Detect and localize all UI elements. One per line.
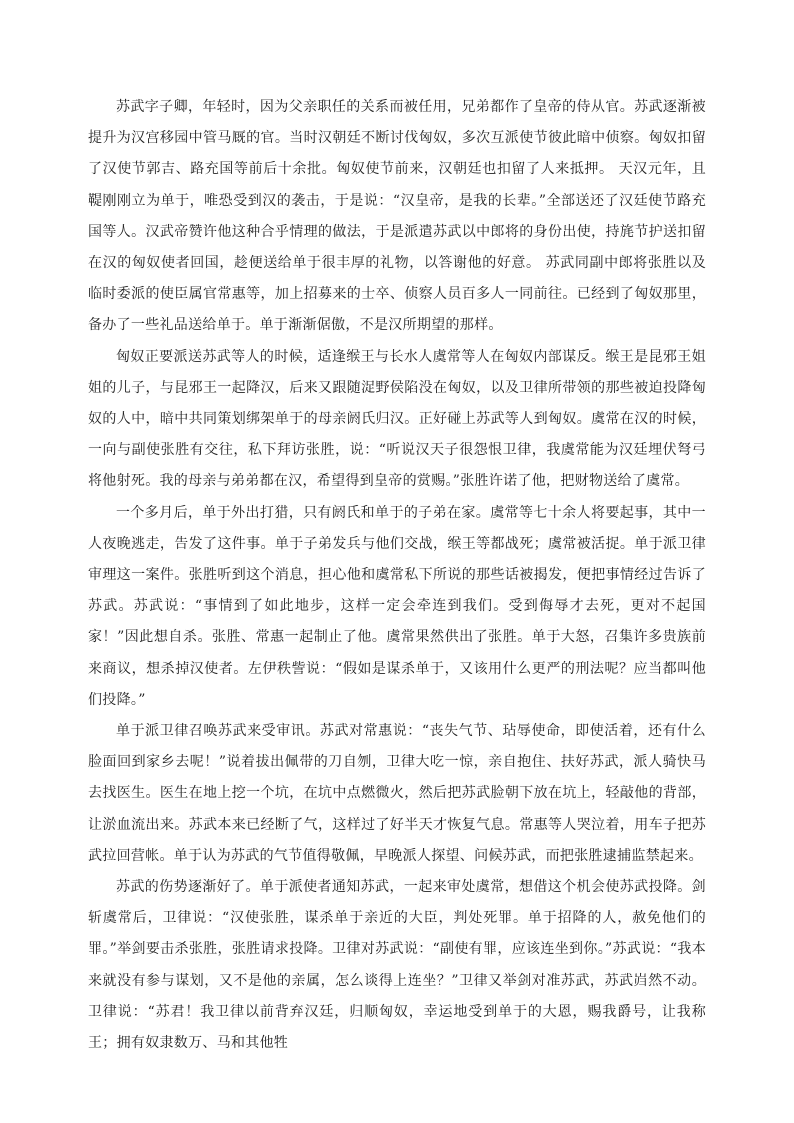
paragraph: 苏武字子卿，年轻时，因为父亲职任的关系而被任用，兄弟都作了皇帝的侍从官。苏武逐渐被提升为汉宫移园中管马厩的官。当时汉朝廷不断讨伐匈奴，多次互派使节彼此暗中侦察。匈奴扣留了汉使节郭吉、路充国等前后十余批。匈奴使节前来，汉朝廷也扣留了人来抵押。 天汉元年，且鞮刚刚立为单于，唯恐受到汉的袭击，于是说：“汉皇帝，是我的长辈。”全部送还了汉廷使节路充国等人。汉武帝赞许他这种合乎情理的做法，于是派遣苏武以中郎将的身份出使，持旄节护送扣留在汉的匈奴使者回国，趁便送给单于很丰厚的礼物，以答谢他的好意。 苏武同副中郎将张胜以及临时委派的使臣属官常惠等，加上招募来的士卒、侦察人员百多人一同前往。已经到了匈奴那里，备办了一些礼品送给单于。单于渐渐倨傲，不是汉所期望的那样。 [88,99,706,334]
body-text [88,92,706,1059]
paragraph: 单于派卫律召唤苏武来受审讯。苏武对常惠说：“丧失气节、玷辱使命，即使活着，还有什么脸面回到家乡去呢！”说着拔出佩带的刀自刎，卫律大吃一惊，亲自抱住、扶好苏武，派人骑快马去找医生。医生在地上挖一个坑，在坑中点燃微火，然后把苏武脸朝下放在坑上，轻敲他的背部，让淤血流出来。苏武本来已经断了气，这样过了好半天才恢复气息。常惠等人哭泣着，用车子把苏武拉回营帐。单于认为苏武的气节值得敬佩，早晚派人探望、问候苏武，而把张胜逮捕监禁起来。 [88,723,706,864]
paragraph: 一个多月后，单于外出打猎，只有阏氏和单于的子弟在家。虞常等七十余人将要起事，其中一人夜晚逃走，告发了这件事。单于子弟发兵与他们交战，缑王等都战死；虞常被活捉。单于派卫律审理这一案件。张胜听到这个消息，担心他和虞常私下所说的那些话被揭发，便把事情经过告诉了苏武。苏武说：“事情到了如此地步，这样一定会牵连到我们。受到侮辱才去死，更对不起国家！”因此想自杀。张胜、常惠一起制止了他。虞常果然供出了张胜。单于大怒，召集许多贵族前来商议，想杀掉汉使者。左伊秩訾说：“假如是谋杀单于，又该用什么更严的刑法呢？应当都叫他们投降。” [88,504,706,708]
paragraph: 匈奴正要派送苏武等人的时候，适逢缑王与长水人虞常等人在匈奴内部谋反。缑王是昆邪王姐姐的儿子，与昆邪王一起降汉，后来又跟随浞野侯陷没在匈奴，以及卫律所带领的那些被迫投降匈奴的人中，暗中共同策划绑架单于的母亲阏氏归汉。正好碰上苏武等人到匈奴。虞常在汉的时候，一向与副使张胜有交往，私下拜访张胜，说：“听说汉天子很怨恨卫律，我虞常能为汉廷埋伏弩弓将他射死。我的母亲与弟弟都在汉，希望得到皇帝的赏赐。”张胜许诺了他，把财物送给了虞常。 [88,348,706,490]
paragraph: 苏武的伤势逐渐好了。单于派使者通知苏武，一起来审处虞常，想借这个机会使苏武投降。剑斩虞常后，卫律说：“汉使张胜，谋杀单于亲近的大臣，判处死罪。单于招降的人，赦免他们的罪。”举剑要击杀张胜，张胜请求投降。卫律对苏武说：“副使有罪，应该连坐到你。”苏武说：“我本来就没有参与谋划，又不是他的亲属，怎么谈得上连坐？”卫律又举剑对准苏武，苏武岿然不动。卫律说：“苏君！我卫律以前背弃汉廷，归顺匈奴，幸运地受到单于的大恩，赐我爵号，让我称王；拥有奴隶数万、马和其他牲 [88,879,706,1052]
